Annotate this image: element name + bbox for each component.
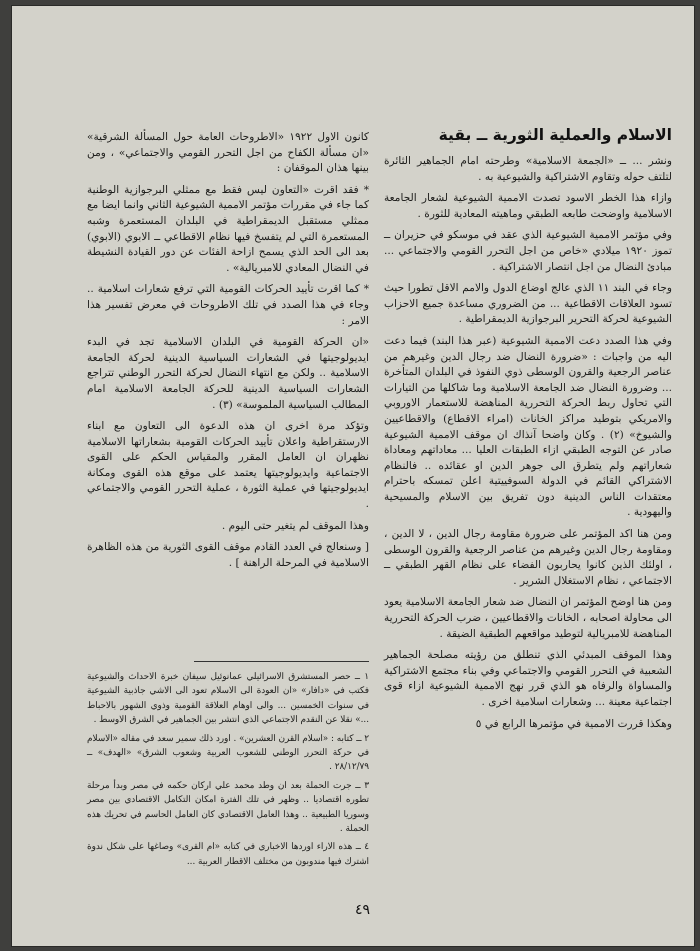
- right-paragraph: ومن هنا اكد المؤتمر على ضرورة مقاومة رجال الدين ، لا الدين ، ومقاومة رجال الدين وغيرهم من عناصر الرجعية والقرون الوسطى ، اولئك الذين كانوا يحاربون الفضاء على نظام القهر الطبقي ــ الاجتماعي ، نظام الاستغلال الشرير .: [384, 528, 672, 587]
- footnote: ٤ ــ هذه الاراء اوردها الاخباري في كتابه «ام القرى» وصاغها على شكل ندوة اشترك فيها مندوبون من مختلف الاقطار العربية ...: [87, 842, 369, 867]
- left-paragraph: كانون الاول ١٩٢٢ «الاطروحات العامة حول المسألة الشرقية» «ان مسألة الكفاح من اجل التحرر القومي والاجتماعي» ، ومن بينها هذان الموقفان :: [87, 131, 369, 175]
- right-paragraph: ومن هنا اوضح المؤتمر ان النضال ضد شعار الجامعة الاسلامية يعود الى محاولة اصحابه ، الخانات والاقطاعيين ، ضرب الحركة التحررية المناهضة للامبريالية لتوطيد مواقعهم الطبقية الضيقة .: [384, 596, 672, 640]
- right-paragraph: وجاء في البند ١١ الذي عالج اوضاع الدول والامم الاقل تطورا حيث تسود العلاقات الاقطاعية ... من الضروري مساعدة جميع الاحزاب الشيوعية لحركة التحرير البرجوازية الديمقراطية .: [384, 282, 672, 326]
- footnotes: [87, 661, 369, 873]
- magazine-page: [12, 6, 694, 946]
- left-paragraph: «ان الحركة القومية في البلدان الاسلامية تجد في البدء ايديولوجيتها في الشعارات السياسية الدينية لحركة الجامعة الاسلامية .. ولكن مع انتهاء النضال لحركة التحرر الوطني تتراجع الشعارات السياسية الدينية للحركة الجامعة الاسلامية امام المطالب السياسية الملموسة» (٣) .: [87, 336, 369, 411]
- left-paragraph: [ وسنعالج في العدد القادم موقف القوى الثورية من هذه الظاهرة الاسلامية في المرحلة الراهنة ] .: [87, 541, 369, 569]
- article-title: الاسلام والعملية الثورية ــ بقية: [438, 126, 672, 144]
- left-paragraph: * فقد اقرت «التعاون ليس فقط مع ممثلي البرجوازية الوطنية كما جاء في مقررات مؤتمر الاممية الشيوعية الثاني وانما ايضا مع ممثلي مستقبل الديمقراطية في البلدان المستعمرة وشبه المستعمرة التي لم يتفسخ فيها نظام الاقطاعي ــ الابوي (الابوي) بعد الى الحد الذي يسمح ازاحة الفئات عن دور القيادة النشيطة في النضال المعادي للامبريالية» .: [87, 183, 369, 274]
- right-paragraph: وفي مؤتمر الاممية الشيوعية الذي عقد في موسكو في حزيران ــ تموز ١٩٢٠ ميلادي «خاص من اجل التحرر القومي والاجتماعي ... مبادئ النضال من اجل انتصار الاشتراكية .: [384, 229, 673, 273]
- right-paragraph: وهذا الموقف المبدئي الذي تنطلق من رؤيته مصلحة الجماهير الشعبية في التحرر القومي والاجتماعي وفي بناء مجتمع الاشتراكية والمساواة والرفاه هو الذي قرر نهج الاممية الشيوعية ازاء قوى اجتماعية معينة ... وشعارات اسلامية اخرى .: [384, 649, 672, 708]
- footnote: ٣ ــ جرت الحملة بعد ان وطد محمد علي اركان حكمه في مصر وبدأ مرحلة تطوره اقتصاديا .. وظهر في تلك الفترة امكان التكامل الاقتصادي بين مصر وسوريا الطبيعية .. وهذا العامل الاقتصادي كان العامل الحاسم في تحريك هذه الحملة .: [87, 780, 369, 835]
- left-column: [87, 130, 369, 577]
- left-paragraph: وتؤكد مرة اخرى ان هذه الدعوة الى التعاون مع ابناء الارستقراطية واعلان تأييد الحركات القومية بشعاراتها الاسلامية نظهران ان العامل المقرر والمقياس الحكم على القوى الاجتماعية وايديولوجيتها يعتمد على موقع هذه القوى ومكانة ايديولوجيتها في عملية الثورة ، عملية التحرر القومي والاجتماعي .: [87, 420, 369, 511]
- left-paragraph: وهذا الموقف لم يتغير حتى اليوم .: [221, 519, 369, 532]
- footnote: ٢ ــ كتابه : «اسلام القرن العشرين» . اورد ذلك سمير سعد في مقاله «الاسلام في حركة التحرر الوطني للشعوب العربية وشعوب الشرق» «الهدف» ــ ٢٨/١٢/٧٩ .: [87, 733, 369, 773]
- footnote-divider: [194, 661, 369, 662]
- right-column: [384, 124, 672, 738]
- right-paragraph: وازاء هذا الخطر الاسود تصدت الاممية الشيوعية لشعار الجامعة الاسلامية واوضحت طابعه الطبقي وماهيته المعادية للثورة .: [384, 192, 672, 220]
- page-number: ٤٩: [355, 902, 371, 918]
- right-paragraph: وفي هذا الصدد دعت الاممية الشيوعية (عبر هذا البند) فيما دعت اليه من واجبات : «ضرورة النضال ضد رجال الدين وغيرهم من عناصر الرجعية والقرون الوسطى ذوي النفوذ في البلدان المتأخرة ... وضرورة النضال ضد الجامعة الاسلامية وما شاكلها من التيارات التي تحاول ربط الحركة التحررية المناهضة للاستعمار الاوروبي والامريكي بتوطيد مراكز الخانات (امراء الاقطاع) والاقطاعيين والشيوخ» (٢) . وكان واضحا آنذاك ان موقف الاممية الشيوعية صادر عن التوجه الطبقي ازاء الطبقات العليا ... معاداتهم ومعاداة شعاراتهم ولم يتطرق الى جوهر الدين او عقائده .. فالنظام الاشتراكي القائم في الدولة السوفييتية اعلن تمسكه باحترام معتقدات الناس الدينية دون تفريق بين الاسلام والمسيحية واليهودية .: [384, 334, 672, 519]
- right-paragraph: ونشر ... ــ «الجمعة الاسلامية» وطرحته امام الجماهير الثائرة لتلتف حوله وتقاوم الاشتراكية والشيوعية به .: [384, 155, 672, 183]
- right-paragraph: وهكذا قررت الاممية في مؤتمرها الرابع في ٥: [475, 717, 672, 730]
- left-paragraph: * كما اقرت تأييد الحركات القومية التي ترفع شعارات اسلامية .. وجاء في هذا الصدد في تلك الاطروحات في معرض تفسير هذا الامر :: [87, 283, 369, 327]
- footnote: ١ ــ حصر المستشرق الاسرائيلي عمانوئيل سيفان خبرة الاحداث والشيوعية فكتب في «دافار» «ان العودة الى الاسلام تعود الى الاشي جاذبية الشيوعية في سنوات الخمسين ... والى اوهام العلاقة القومية وذوي الشهور بالاحباط ...» نقلا عن النقدم الاجتماعي الذي انتشر بين الجماهير في الشرق الاوسط .: [87, 672, 369, 726]
